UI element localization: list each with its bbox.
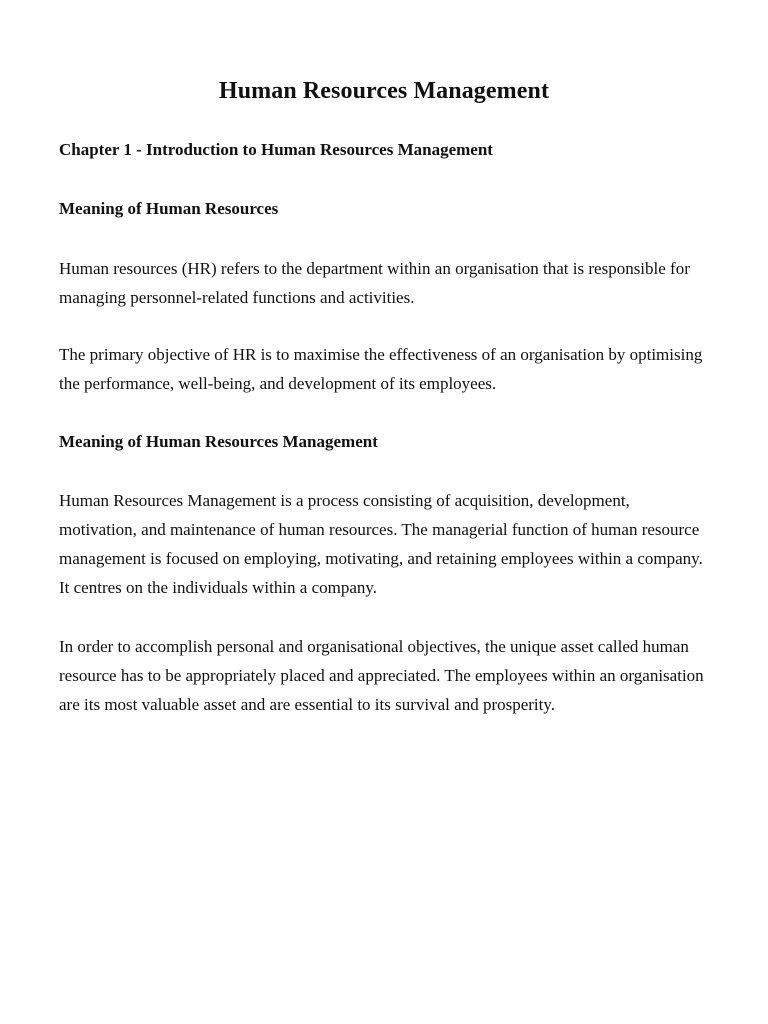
document-title: Human Resources Management: [218, 78, 550, 104]
paragraph-hr-objective: The primary objective of HR is to maximise the effectiveness of an organisation by optimising the performance, well-being, and development of its employees.: [59, 345, 703, 393]
section-heading-meaning-of-hr: Meaning of Human Resources: [59, 199, 279, 218]
paragraph-hrm-objectives: In order to accomplish personal and organisational objectives, the unique asset called human resource has to be appropriately placed and appreciated. The employees within an organisation are its most valuable asset and are essential to its survival and prosperity.: [59, 637, 704, 714]
paragraph-hrm-definition: Human Resources Management is a process consisting of acquisition, development, motivation, and maintenance of human resources. The managerial function of human resource management is focused on employing, motivating, and retaining employees within a company. It centres on the individuals within a company.: [59, 491, 703, 597]
paragraph-hr-definition: Human resources (HR) refers to the department within an organisation that is responsible for managing personnel-related functions and activities.: [59, 259, 690, 307]
section-heading-meaning-of-hrm: Meaning of Human Resources Management: [59, 432, 378, 451]
chapter-heading: Chapter 1 - Introduction to Human Resources Management: [59, 140, 493, 159]
